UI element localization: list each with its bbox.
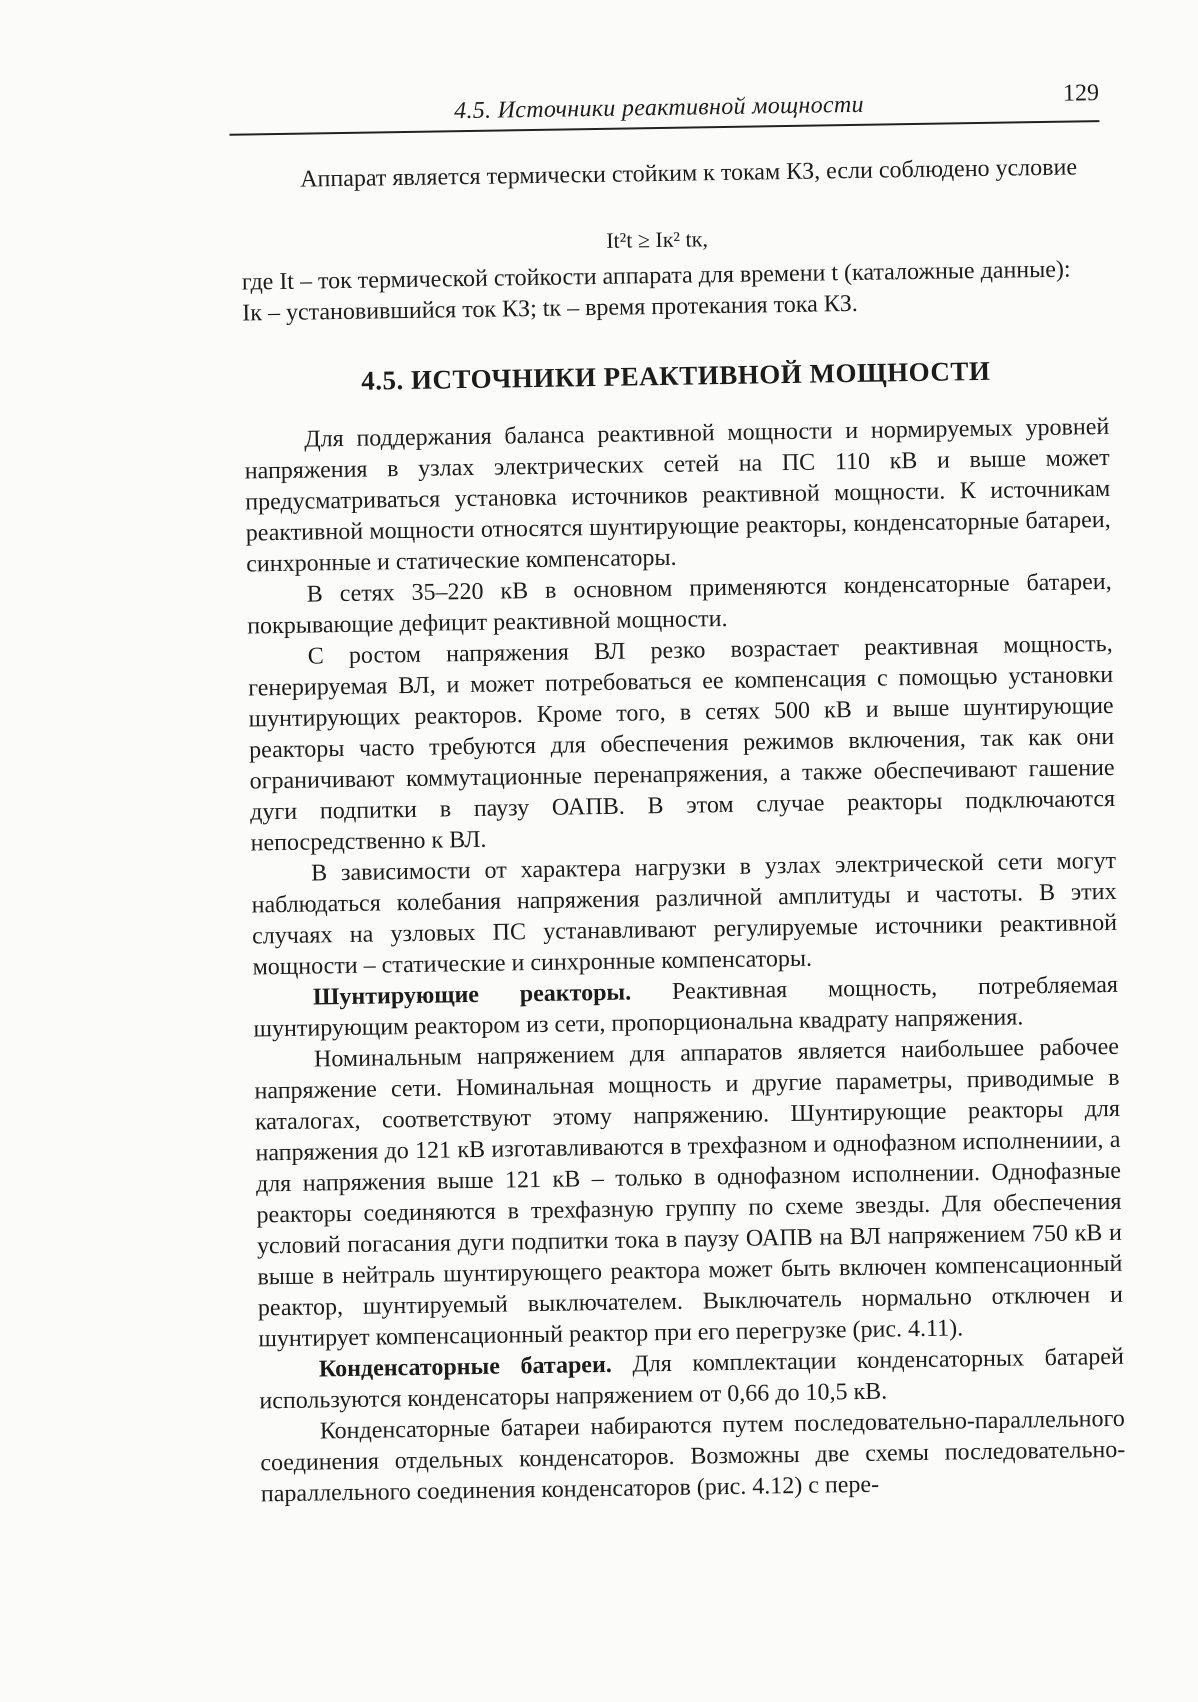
- paragraph-3: С ростом напряжения ВЛ резко возрастает реактивная мощность, генерируемая ВЛ, и может потребоваться ее компенсация с помощью установки шунтирующих реакторов. Кроме того, в сетях 500 кВ и выше шунтирующие реакторы часто требуются для обеспечения режимов включения, так как они ограничивают коммутационные перенапряжения, а также обеспечивают гашение дуги подпитки в паузу ОАПВ. В этом случае реакторы подключаются непосредственно к ВЛ.: [248, 630, 1116, 857]
- formula-explanation: [242, 254, 1108, 330]
- paragraph-7-lead: Конденсаторные батареи.: [318, 1351, 613, 1383]
- paragraph-6: Номинальным напряжением для аппаратов является наибольшее рабочее напряжение сети. Номинальная мощность и другие параметры, приводимые в каталогах, соответствуют этому напряжению. Шунтирующие реакторы для напряжения до 121 кВ изготавливаются в трехфазном и однофазном исполнениии, а для напряжения выше 121 кВ – только в однофазном исполнении. Однофазные реакторы соединяются в трехфазную группу по схеме звезды. Для обеспечения условий погасания дуги подпитки тока в паузу ОАПВ на ВЛ напряжением 750 кВ и выше в нейтраль шунтирующего реактора может быть включен компенсационный реактор, шунтируемый выключателем. Выключатель нормально отключен и шунтирует компенсационный реактор при его перегрузке (рис. 4.11).: [254, 1033, 1124, 1353]
- section-heading: 4.5. ИСТОЧНИКИ РЕАКТИВНОЙ МОЩНОСТИ: [361, 355, 991, 396]
- paragraph-5-lead: Шунтирующие реакторы.: [312, 979, 632, 1011]
- section-body: [244, 412, 1126, 1510]
- paragraph-4: В зависимости от характера нагрузки в узлах электрической сети могут наблюдаться колебания напряжения различной амплитуды и частоты. В этих случаях на узловых ПС устанавливают регулируемые источники реактивной мощности – статические и синхронные компенсаторы.: [251, 847, 1118, 981]
- page-number: 129: [1062, 80, 1100, 107]
- running-title: 4.5. Источники реактивной мощности: [453, 91, 865, 125]
- intro-paragraph: Аппарат является термически стойким к токам КЗ, если соблюдено условие: [300, 154, 1078, 193]
- intro-block: [240, 152, 1105, 197]
- paragraph-2: В сетях 35–220 кВ в основном применяются конденсаторные батареи, покрывающие дефицит реактивной мощности.: [247, 568, 1112, 640]
- where-line-1: где It – ток термической стойкости аппарата для времени t (каталожные данные):: [241, 256, 1071, 296]
- paragraph-5-text: Реактивная мощность, потребляемая шунтирующим реактором из сети, пропорциональна квадрату напряжения.: [253, 971, 1119, 1043]
- where-line-2: Iк – установившийся ток КЗ; tк – время протекания тока КЗ.: [242, 290, 858, 327]
- paragraph-7-text: Для комплектации конденсаторных батарей используются конденсаторы напряжением от 0,66 до 10,5 кВ.: [259, 1343, 1125, 1415]
- running-header: [229, 80, 1100, 136]
- paragraph-8: Конденсаторные батареи набираются путем последовательно-параллельного соединения отдельных конденсаторов. Возможны две схемы последовательно-параллельного соединения конденсаторов (рис. 4.12) с пере-: [260, 1405, 1126, 1508]
- paragraph-1: Для поддержания баланса реактивной мощности и нормируемых уровней напряжения в узлах электрических сетей на ПС 110 кВ и выше может предусматриваться установка источников реактивной мощности. К источникам реактивной мощности относятся шунтирующие реакторы, конденсаторные батареи, синхронные и статические компенсаторы.: [244, 413, 1111, 578]
- thermal-stability-formula: It²t ≥ Iк² tк,: [606, 226, 709, 253]
